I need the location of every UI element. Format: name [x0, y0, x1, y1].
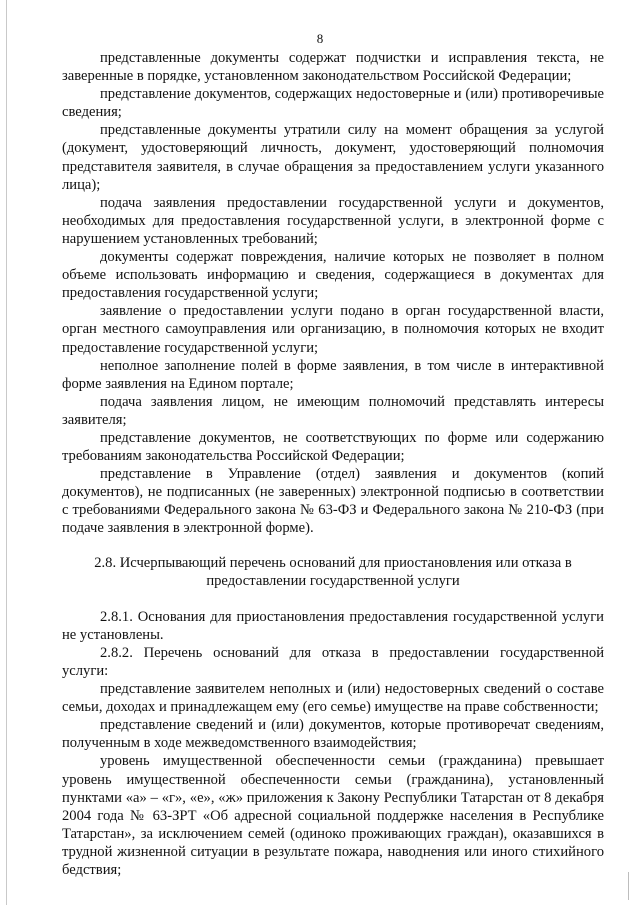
scan-left-edge — [6, 0, 7, 905]
paragraph: 2.8.2. Перечень оснований для отказа в предоставлении государственной услуги: — [62, 644, 604, 679]
paragraph: документы содержат повреждения, наличие которых не позволяет в полном объеме использовать информацию и сведения, содержащиеся в документах для предоставления государственной услуги; — [62, 249, 604, 302]
paragraph: представление документов, не соответствующих по форме или содержанию требованиям законодательства Российской Федерации; — [62, 429, 604, 465]
section-heading: 2.8. Исчерпывающий перечень оснований для приостановления или отказа в предоставлении государственной услуги — [94, 554, 572, 589]
paragraph: подача заявления лицом, не имеющим полномочий представлять интересы заявителя; — [62, 393, 604, 428]
paragraph: представление сведений и (или) документов, которые противоречат сведениям, полученным в ходе межведомственного взаимодействия; — [62, 717, 604, 752]
paragraph: неполное заполнение полей в форме заявления, в том числе в интерактивной форме заявления на Едином портале; — [62, 357, 604, 392]
document-body — [62, 49, 604, 879]
paragraph: представление заявителем неполных и (или) недостоверных сведений о составе семьи, доходах и принадлежащем ему (его семье) имуществе на праве собственности; — [62, 681, 604, 716]
paragraph: уровень имущественной обеспеченности семьи (гражданина) превышает уровень имущественной обеспеченности семьи (гражданина), установленный пунктами «а» – «г», «е», «ж» приложения к Закону Республики Татарстан от 8 декабря 2004 года № 63-ЗРТ «Об адресной социальной поддержке населения в Республике Татарстан», за исключением семей (одиноко проживающих граждан), оказавшихся в трудной жизненной ситуации в результате пожара, наводнения или иного стихийного бедствия; — [62, 753, 604, 879]
paragraph: заявление о предоставлении услуги подано в орган государственной власти, орган местного самоуправления или организацию, в полномочия которых не входит предоставление государственной услуги; — [62, 303, 604, 356]
paragraph: представление в Управление (отдел) заявления и документов (копий документов), не подписанных (не заверенных) электронной подписью в соответствии с требованиями Федерального закона № 63-ФЗ и Федерального закона № 210-ФЗ (при подаче заявления в электронной форме). — [62, 466, 604, 537]
scan-right-mark — [628, 872, 629, 900]
paragraph: представленные документы утратили силу на момент обращения за услугой (документ, удостоверяющий личность, документ, удостоверяющий полномочия представителя заявителя, в случае обращения за предоставлением услуги указанного лица); — [62, 122, 604, 193]
page-number: 8 — [316, 31, 324, 46]
paragraph: представление документов, содержащих недостоверные и (или) противоречивые сведения; — [62, 86, 604, 121]
paragraph: 2.8.1. Основания для приостановления предоставления государственной услуги не установлены. — [62, 608, 604, 643]
paragraph: подача заявления предоставлении государственной услуги и документов, необходимых для предоставления государственной услуги, в электронной форме с нарушением установленных требований; — [62, 194, 604, 247]
paragraph: представленные документы содержат подчистки и исправления текста, не заверенные в порядке, установленном законодательством Российской Федерации; — [62, 50, 604, 85]
